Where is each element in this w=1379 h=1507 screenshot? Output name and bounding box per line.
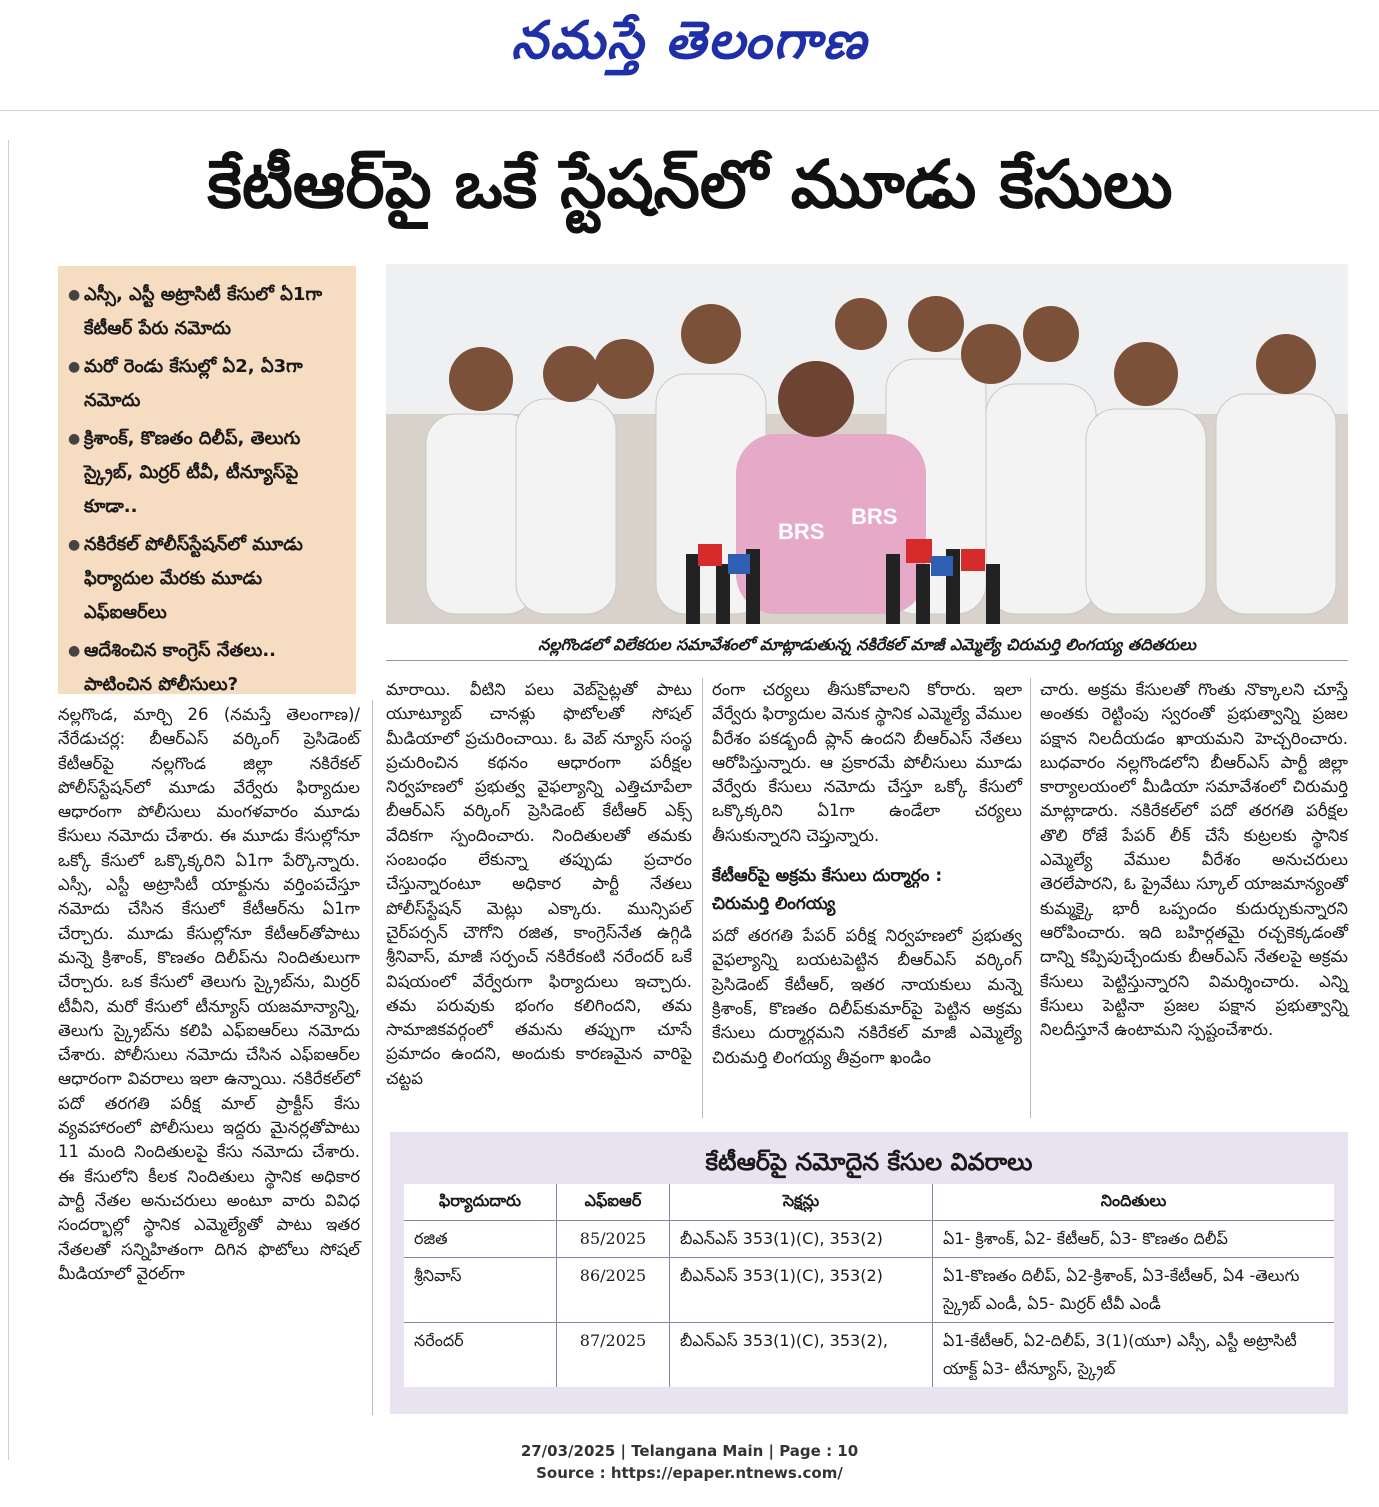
article-headline: కేటీఆర్‌పై ఒకే స్టేషన్‌లో మూడు కేసులు xyxy=(207,146,1173,223)
column-header: సెక్షన్లు xyxy=(670,1184,933,1221)
column-text: మారాయి. వీటిని పలు వెబ్‌సైట్లతో పాటు యూట్యూబ్ చానళ్లు ఫొటోలతో సోషల్ మీడియాలో ప్రచురించాయి. ఓ వెబ్ న్యూస్ సంస్థ ప్రచురించిన కథనం ఆధారంగా పరీక్షల నిర్వహణలో ప్రభుత్వ వైఫల్యాన్ని ఎత్తిచూపేలా బీఆర్ఎస్ వర్కింగ్ ప్రెసిడెంట్ కేటీఆర్ ఎక్స్ వేదికగా స్పందించారు. నిందితులతో తమకు సంబంధం లేకున్నా తప్పుడు ప్రచారం చేస్తున్నారంటూ అధికార పార్టీ నేతలు పోలీస్‌స్టేషన్ మెట్లు ఎక్కారు. మున్సిపల్ చైర్‌పర్సన్ చౌగోని రజిత, కాంగ్రెస్‌నేత ఉగ్గిడి శ్రీనివాస్, మాజీ సర్పంచ్ నకిరేకంటి నరేందర్ ఒకే విషయంలో వేర్వేరుగా ఫిర్యాదులు ఇచ్చారు. తమ పరువుకు భంగం కలిగిందని, తమ సామాజికవర్గంలో తమను తప్పుగా చూసే ప్రమాదం ఉందని, అందుకు కారణమైన వారిపై చట్టప xyxy=(386,680,692,1088)
table-cell: బీఎన్ఎస్ 353(1)(C), 353(2) xyxy=(670,1221,933,1258)
table-cell: 86/2025 xyxy=(557,1258,670,1323)
table-cell: నరేందర్ xyxy=(404,1323,557,1388)
bullet-icon: ● xyxy=(68,287,81,303)
bullet-icon: ● xyxy=(68,431,81,447)
press-meet-photo xyxy=(386,264,1348,624)
table-cell: ఏ1-కొణతం దిలీప్, ఏ2-క్రిశాంక్, ఏ3-కేటీఆర్, ఏ4 -తెలుగు స్క్రైబ్ ఎండీ, ఏ5- మిర్రర్ టీవీ ఎండీ xyxy=(933,1258,1335,1323)
table-cell: 87/2025 xyxy=(557,1323,670,1388)
bullet-icon: ● xyxy=(68,537,81,553)
table-row xyxy=(404,1258,1334,1323)
brs-logo-right: BRS xyxy=(851,504,898,529)
column-divider xyxy=(702,678,703,1118)
column-header: నిందితులు xyxy=(933,1184,1335,1221)
column-header: ఎఫ్ఐఆర్ xyxy=(557,1184,670,1221)
table-row xyxy=(404,1323,1334,1388)
highlights-box xyxy=(58,266,356,694)
table-row xyxy=(404,1221,1334,1258)
bullet-icon: ● xyxy=(68,359,81,375)
table-cell: బీఎన్ఎస్ 353(1)(C), 353(2) xyxy=(670,1258,933,1323)
footer-date-line: 27/03/2025 | Telangana Main | Page : 10 xyxy=(520,1442,859,1460)
table-cell: ఏ1-కేటీఆర్, ఏ2-దిలీప్, 3(1)(యూ) ఎస్సీ, ఎస్టీ అట్రాసిటీ యాక్ట్ ఏ3- టీన్యూస్, స్క్రైబ్ xyxy=(943,1331,1297,1378)
highlight-item: ● క్రిశాంక్, కొణతం దిలీప్, తెలుగు స్క్రైబ్, మిర్రర్ టీవీ, టీన్యూస్‌పై కూడా.. xyxy=(68,422,348,524)
page-footer xyxy=(0,1440,1379,1484)
column-text: నల్లగొండ, మార్చి 26 (నమస్తే తెలంగాణ)/నేరేడుచర్ల: బీఆర్ఎస్ వర్కింగ్ ప్రెసిడెంట్ కేటీఆర్‌పై నల్లగొండ జిల్లా నకిరేకల్ పోలీస్‌స్టేషన్‌లో మూడు వేర్వేరు ఫిర్యాదుల ఆధారంగా పోలీసులు మంగళవారం మూడు కేసులు నమోదు చేశారు. ఈ మూడు కేసుల్లోనూ ఒక్కో కేసులో ఒక్కొక్కరిని ఏ1గా పేర్కొన్నారు. ఎస్సీ, ఎస్టీ అట్రాసిటీ యాక్టును వర్తింపచేస్తూ నమోదు చేసిన కేసులో కేటీఆర్‌ను ఏ1గా చేర్చారు. మూడు కేసుల్లోనూ కేటీఆర్‌తోపాటు మన్నె క్రిశాంక్, కొణతం దిలీప్‌ను నిందితులుగా చేర్చారు. ఒక కేసులో తెలుగు స్క్రైబ్‌ను, మిర్రర్ టీవీని, మరో కేసులో టీన్యూస్ యజమాన్యాన్ని, తెలుగు స్క్రైబ్‌ను కలిపి ఎఫ్ఐఆర్‌లు నమోదు చేశారు. పోలీసులు నమోదు చేసిన ఎఫ్ఐఆర్‌ల ఆధారంగా వివరాలు ఇలా ఉన్నాయి. నకిరేకల్‌లో పదో తరగతి పరీక్ష మాల్ ప్రాక్టీస్ కేసు వ్యవహారంలో పోలీసులు ఇద్దరు మైనర్లతోపాటు 11 మంది నిందితులపై కేసు నమోదు చేశారు. ఈ కేసులోని కీలక నిందితులు స్థానిక అధికార పార్టీ నేతల అనుచరులు అంటూ వారు వివిధ సందర్భాల్లో స్థానిక ఎమ్మెల్యేతో పాటు ఇతర నేతలతో సన్నిహితంగా దిగిన ఫొటోలు సోషల్ మీడియాలో వైరల్‌గా xyxy=(58,705,360,1283)
brs-logo-left: BRS xyxy=(778,519,825,544)
case-table-title: కేటీఆర్‌పై నమోదైన కేసుల వివరాలు xyxy=(705,1148,1033,1176)
column-text: పదో తరగతి పేపర్ పరీక్ష నిర్వహణలో ప్రభుత్వ వైఫల్యాన్ని బయటపెట్టిన బీఆర్ఎస్ వర్కింగ్ ప్రెసిడెంట్ కేటీఆర్, ఇతర నాయకులు మన్నె క్రిశాంక్, కొణతం దిలీప్‌కుమార్‌పై పెట్టిన అక్రమ కేసులు దుర్మార్గమని నకిరేకల్ మాజీ ఎమ్మెల్యే చిరుమర్తి లింగయ్య తీవ్రంగా ఖండిం xyxy=(712,926,1022,1067)
table-cell: ఏ1- క్రిశాంక్, ఏ2- కేటీఆర్, ఏ3- కొణతం దిలీప్ xyxy=(933,1221,1335,1258)
case-table xyxy=(404,1184,1334,1387)
photo-caption: నల్లగొండలో విలేకరుల సమావేశంలో మాట్లాడుతున్న నకిరేకల్ మాజీ ఎమ్మెల్యే చిరుమర్తి లింగయ్య తదితరులు xyxy=(386,630,1348,661)
newspaper-logo: నమస్తే తెలంగాణ xyxy=(511,10,868,71)
highlight-item: ● ఆదేశించిన కాంగ్రెస్ నేతలు.. పాటించిన పోలీసులు? xyxy=(68,634,348,702)
table-cell: రజిత xyxy=(404,1221,557,1258)
masthead xyxy=(0,0,1379,111)
column-text: రంగా చర్యలు తీసుకోవాలని కోరారు. ఇలా వేర్వేరు ఫిర్యాదుల వెనుక స్థానిక ఎమ్మెల్యే వేముల వీరేశం పకడ్బందీ ప్లాన్ ఉందని బీఆర్ఎస్ నేతలు ఆరోపిస్తున్నారు. ఆ ప్రకారమే పోలీసులు మూడు వేర్వేరు కేసులు నమోదు చేస్తూ ఒక్కో కేసులో ఒక్కొక్కరిని ఏ1గా ఉండేలా చర్యలు తీసుకున్నారని చెప్తున్నారు. xyxy=(712,680,1022,845)
highlight-item: ● మరో రెండు కేసుల్లో ఏ2, ఏ3గా నమోదు xyxy=(68,350,348,418)
table-cell: 85/2025 xyxy=(557,1221,670,1258)
column-divider xyxy=(1030,678,1031,1118)
press-meet-illustration xyxy=(386,264,1348,624)
table-cell: శ్రీనివాస్ xyxy=(404,1258,557,1323)
table-cell: బీఎన్ఎస్ 353(1)(C), 353(2), xyxy=(670,1323,933,1388)
column-header: ఫిర్యాదుదారు xyxy=(404,1184,557,1221)
highlight-item: ● ఎస్సీ, ఎస్టీ అట్రాసిటీ కేసులో ఏ1గా కేటీఆర్ పేరు నమోదు xyxy=(68,278,348,346)
article-column-1 xyxy=(58,703,360,1413)
footer-source-link[interactable]: Source : https://epaper.ntnews.com/ xyxy=(536,1464,843,1482)
column-divider xyxy=(372,700,373,1415)
highlight-item: ● నకిరేకల్ పోలీస్‌స్టేషన్‌లో మూడు ఫిర్యాదుల మేరకు మూడు ఎఫ్ఐఆర్‌లు xyxy=(68,528,348,630)
article-subheading: కేటీఆర్‌పై అక్రమ కేసులు దుర్మార్గం : చిరుమర్తి లింగయ్య xyxy=(712,866,943,915)
case-details-box xyxy=(390,1132,1348,1414)
page-edge-rule xyxy=(8,140,9,1460)
article-column-3 xyxy=(712,678,1022,1118)
article-column-4 xyxy=(1040,678,1348,1118)
article-column-2 xyxy=(386,678,692,1118)
bullet-icon: ● xyxy=(68,643,81,659)
table-header-row xyxy=(404,1184,1334,1221)
column-text: చారు. అక్రమ కేసులతో గొంతు నొక్కాలని చూస్తే అంతకు రెట్టింపు స్వరంతో ప్రభుత్వాన్ని ప్రజల పక్షాన నిలదీయడం ఖాయమని హెచ్చరించారు. బుధవారం నల్లగొండలోని బీఆర్ఎస్ పార్టీ జిల్లా కార్యాలయంలో మీడియా సమావేశంలో చిరుమర్తి మాట్లాడారు. నకిరేకల్‌లో పదో తరగతి పరీక్షల తొలి రోజే పేపర్ లీక్ చేసే కుట్రలకు స్థానిక ఎమ్మెల్యే వేముల వీరేశం అనుచరులు తెరలేపారని, ఓ ప్రైవేటు స్కూల్ యాజమాన్యంతో కుమ్మక్కై భారీ ఒప్పందం కుదుర్చుకున్నారని ఆరోపించారు. ఇది బహిర్గతమై రచ్చకెక్కడంతో దాన్ని కప్పిపుచ్చేందుకు బీఆర్ఎస్ నేతలపై అక్రమ కేసులు పెట్టిస్తున్నారని విమర్శించారు. ఎన్ని కేసులు పెట్టినా ప్రజల పక్షాన ప్రభుత్వాన్ని నిలదీస్తూనే ఉంటామని స్పష్టంచేశారు. xyxy=(1040,680,1348,1040)
